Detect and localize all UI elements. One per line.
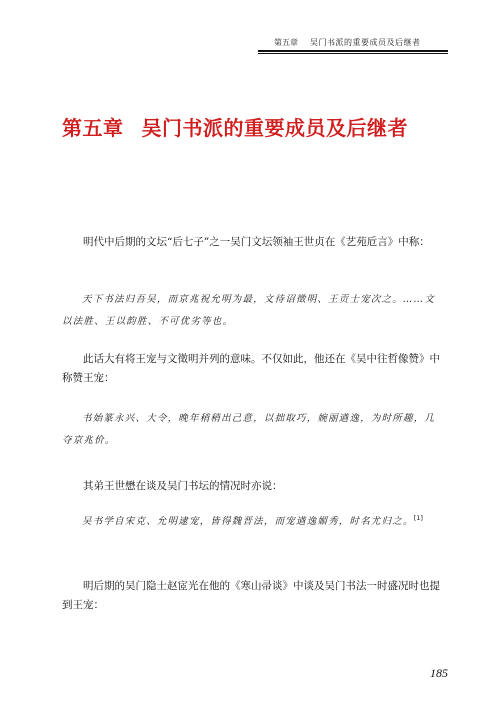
block-quote — [62, 408, 442, 452]
running-head — [266, 37, 444, 49]
chapter-title-text: 吴门书派的重要成员及后继者 — [141, 116, 408, 140]
footnote-marker[interactable]: [1] — [413, 513, 423, 522]
running-head-rule — [258, 50, 448, 52]
chapter-number: 第五章 — [62, 116, 124, 140]
running-head-rule-thin — [258, 53, 448, 54]
body-paragraph: 其弟王世懋在谈及吴门书坛的情况时亦说： — [83, 480, 283, 492]
block-quote — [62, 511, 442, 533]
chapter-title — [62, 114, 462, 142]
body-paragraph: 明后期的吴门隐士赵宧光在他的《寒山帚谈》中谈及吴门书法一时盛况时也提到王宠： — [62, 580, 440, 611]
body-paragraph: 此话大有将王宠与文徵明并列的意味。不仅如此，他还在《吴中往哲像赞》中称赞王宠： — [62, 353, 440, 384]
block-quote — [62, 289, 442, 333]
running-head-chapter: 第五章 — [274, 38, 298, 47]
body-paragraph: 明代中后期的文坛“后七子”之一吴门文坛领袖王世贞在《艺苑卮言》中称： — [83, 236, 430, 248]
running-head-title: 吴门书派的重要成员及后继者 — [310, 38, 421, 47]
block-quote-text: 书始篆永兴、大令，晚年稍稍出己意，以拙取巧，婉丽遒逸，为时所趣，几夺京兆价。 — [62, 413, 436, 446]
block-quote-text: 天下书法归吾吴，而京兆祝允明为最，文待诏徵明、王贡士宠次之。……文以法胜、王以韵胜、不可优劣等也。 — [62, 294, 436, 327]
page-number: 185 — [430, 666, 448, 680]
block-quote-text: 吴书学自宋克、允明逮宠，皆得魏晋法，而宠遒逸媚秀，时名尤归之。 — [82, 516, 414, 527]
